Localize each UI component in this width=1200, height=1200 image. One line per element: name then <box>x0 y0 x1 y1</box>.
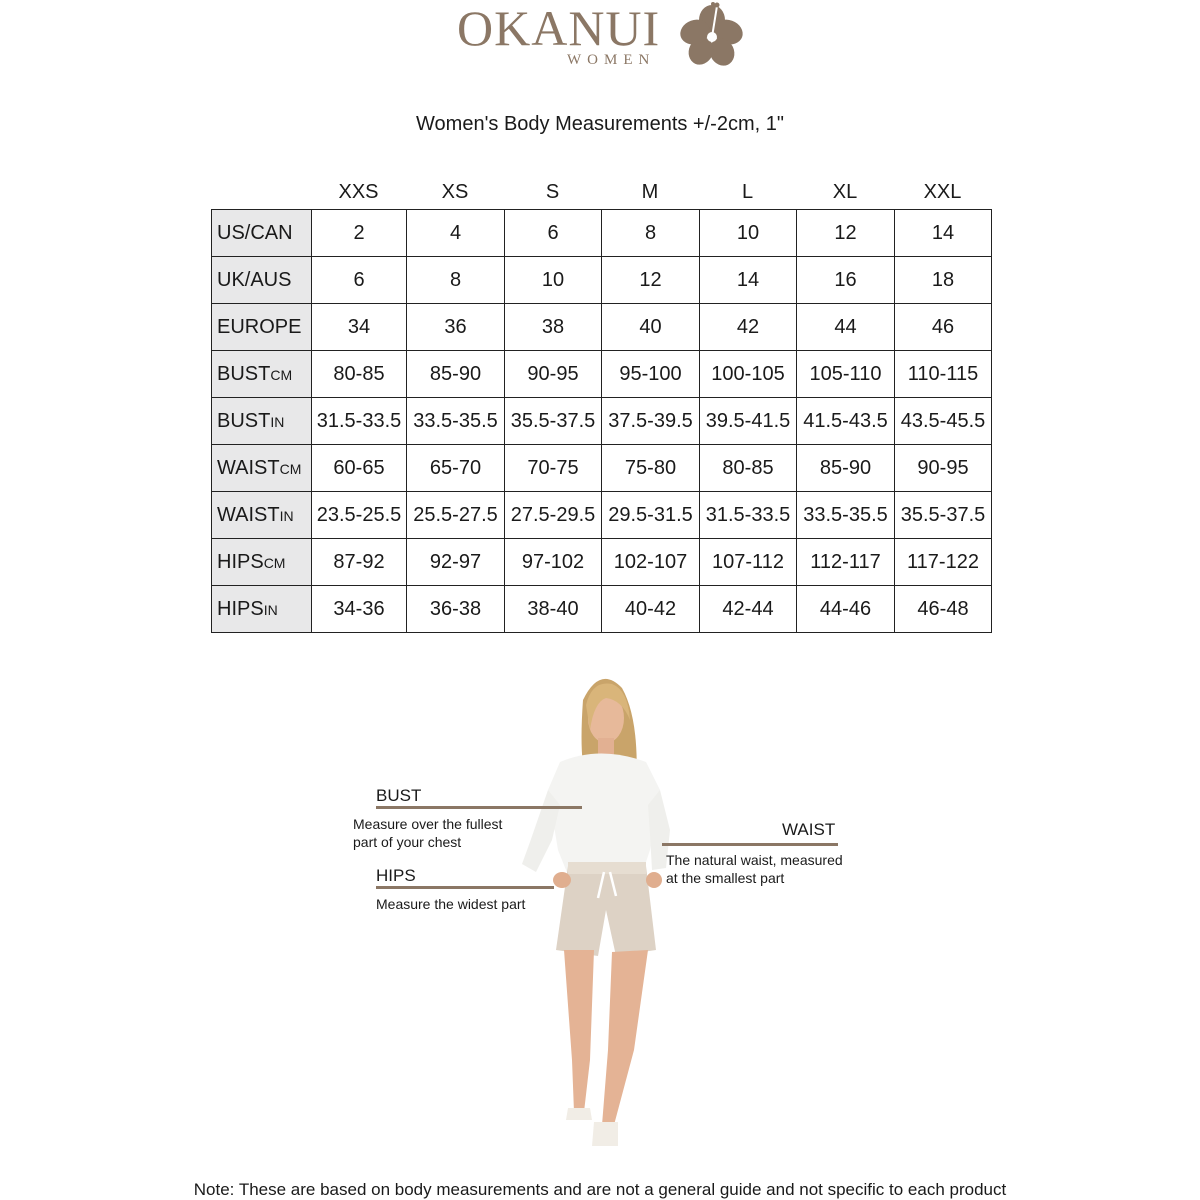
table-cell: 18 <box>895 257 992 304</box>
table-cell: 105-110 <box>797 351 895 398</box>
footnote: Note: These are based on body measurements and are not a general guide and not specific to each product <box>193 1180 1007 1199</box>
bust-guide-line <box>376 806 582 809</box>
table-cell: 102-107 <box>602 539 700 586</box>
table-cell: 100-105 <box>700 351 797 398</box>
row-label: WAIST <box>217 503 280 526</box>
table-cell: 75-80 <box>602 445 700 492</box>
table-cell: 97-102 <box>505 539 602 586</box>
brand-name: OKANUI <box>457 0 661 56</box>
brand-sub: WOMEN <box>567 52 656 68</box>
row-label: EUROPE <box>217 315 302 338</box>
hips-label: HIPS <box>376 866 416 885</box>
table-cell: 33.5-35.5 <box>797 492 895 539</box>
table-cell: 34 <box>312 304 407 351</box>
hips-guide-line <box>376 886 554 889</box>
table-cell: 10 <box>700 210 797 257</box>
table-cell: 42-44 <box>700 586 797 633</box>
waist-desc-2: at the smallest part <box>666 870 785 886</box>
row-label: HIPS <box>217 550 264 573</box>
table-cell: 43.5-45.5 <box>895 398 992 445</box>
table-cell: 4 <box>407 210 505 257</box>
table-cell: 6 <box>505 210 602 257</box>
table-cell: 38-40 <box>505 586 602 633</box>
table-cell: 87-92 <box>312 539 407 586</box>
bust-desc-2: part of your chest <box>353 834 462 850</box>
row-unit: CM <box>270 366 293 383</box>
table-cell: 6 <box>312 257 407 304</box>
table-cell: 34-36 <box>312 586 407 633</box>
row-unit: IN <box>270 413 285 430</box>
row-label: UK/AUS <box>217 268 292 291</box>
table-cell: 95-100 <box>602 351 700 398</box>
table-cell: 41.5-43.5 <box>797 398 895 445</box>
row-unit: IN <box>263 601 278 618</box>
table-cell: 12 <box>797 210 895 257</box>
table-cell: 36 <box>407 304 505 351</box>
table-cell: 65-70 <box>407 445 505 492</box>
table-cell: 90-95 <box>505 351 602 398</box>
row-label: BUST <box>217 409 271 432</box>
table-cell: 2 <box>312 210 407 257</box>
table-cell: 16 <box>797 257 895 304</box>
table-cell: 14 <box>700 257 797 304</box>
table-cell: 40 <box>602 304 700 351</box>
row-unit: CM <box>279 460 302 477</box>
table-cell: 90-95 <box>895 445 992 492</box>
waist-guide-line <box>662 843 838 846</box>
table-cell: 85-90 <box>407 351 505 398</box>
size-header-m: M <box>641 181 659 203</box>
size-header-l: L <box>741 181 754 203</box>
table-cell: 25.5-27.5 <box>407 492 505 539</box>
table-cell: 10 <box>505 257 602 304</box>
table-cell: 8 <box>407 257 505 304</box>
table-cell: 12 <box>602 257 700 304</box>
table-cell: 117-122 <box>895 539 992 586</box>
chart-title: Women's Body Measurements +/-2cm, 1" <box>416 113 784 135</box>
table-cell: 40-42 <box>602 586 700 633</box>
waist-desc-1: The natural waist, measured <box>666 852 843 868</box>
hips-desc-1: Measure the widest part <box>376 896 526 912</box>
table-cell: 33.5-35.5 <box>407 398 505 445</box>
table-cell: 36-38 <box>407 586 505 633</box>
waist-label: WAIST <box>782 820 836 839</box>
table-cell: 46 <box>895 304 992 351</box>
table-cell: 39.5-41.5 <box>700 398 797 445</box>
table-cell: 14 <box>895 210 992 257</box>
table-cell: 44 <box>797 304 895 351</box>
table-cell: 29.5-31.5 <box>602 492 700 539</box>
table-cell: 60-65 <box>312 445 407 492</box>
row-label: US/CAN <box>217 221 293 244</box>
table-cell: 112-117 <box>797 539 895 586</box>
size-header-xxl: XXL <box>923 181 962 203</box>
table-cell: 31.5-33.5 <box>700 492 797 539</box>
table-cell: 27.5-29.5 <box>505 492 602 539</box>
row-label: BUST <box>217 362 271 385</box>
row-label: HIPS <box>217 597 264 620</box>
model-figure <box>522 679 670 1146</box>
size-header-xl: XL <box>832 181 858 203</box>
table-cell: 42 <box>700 304 797 351</box>
table-cell: 92-97 <box>407 539 505 586</box>
table-cell: 107-112 <box>700 539 797 586</box>
size-header-xxs: XXS <box>338 181 379 203</box>
row-unit: IN <box>279 507 294 524</box>
table-cell: 46-48 <box>895 586 992 633</box>
bust-desc-1: Measure over the fullest <box>353 816 503 832</box>
bust-label: BUST <box>376 786 422 805</box>
size-header-s: S <box>545 181 560 203</box>
table-cell: 80-85 <box>312 351 407 398</box>
size-header-xs: XS <box>441 181 469 203</box>
table-cell: 110-115 <box>895 351 992 398</box>
table-cell: 23.5-25.5 <box>312 492 407 539</box>
table-cell: 35.5-37.5 <box>505 398 602 445</box>
table-cell: 70-75 <box>505 445 602 492</box>
row-unit: CM <box>263 554 286 571</box>
table-cell: 85-90 <box>797 445 895 492</box>
row-label: WAIST <box>217 456 280 479</box>
table-cell: 38 <box>505 304 602 351</box>
table-cell: 37.5-39.5 <box>602 398 700 445</box>
table-cell: 31.5-33.5 <box>312 398 407 445</box>
table-cell: 44-46 <box>797 586 895 633</box>
table-cell: 8 <box>602 210 700 257</box>
table-cell: 35.5-37.5 <box>895 492 992 539</box>
table-cell: 80-85 <box>700 445 797 492</box>
